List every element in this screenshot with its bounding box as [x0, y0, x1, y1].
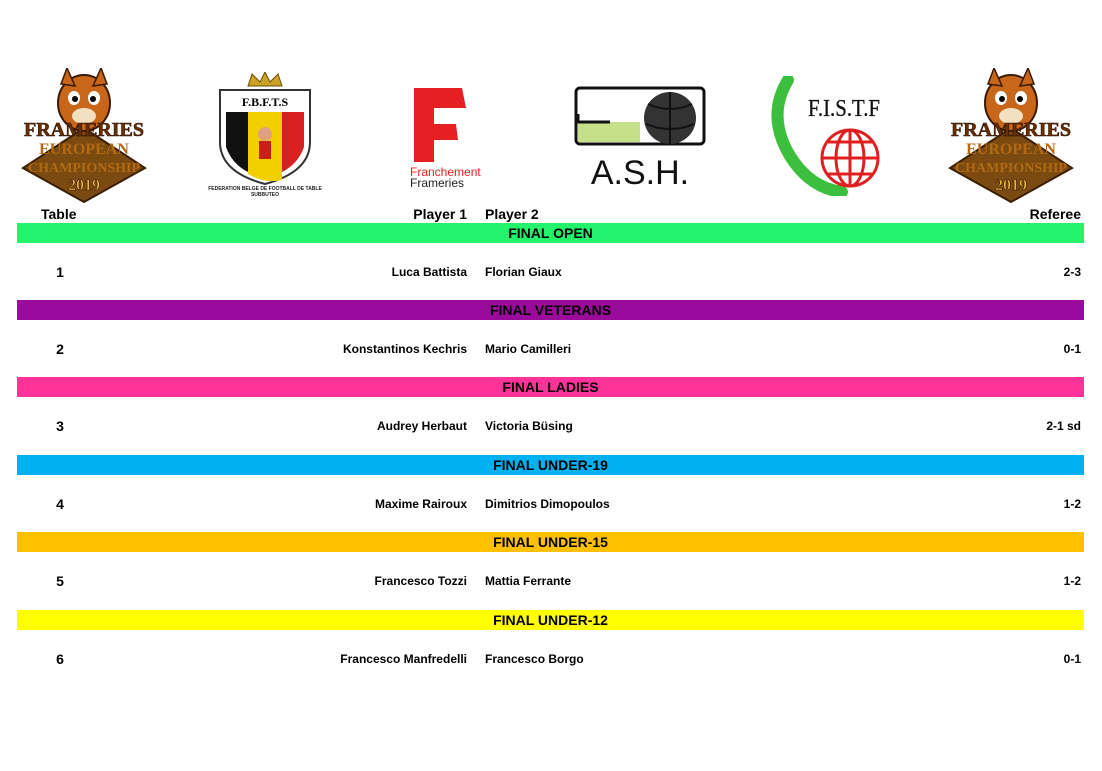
player2-name: Mattia Ferrante — [485, 574, 572, 588]
ash-logo — [570, 84, 710, 188]
ash-text: A.S.H. — [590, 154, 690, 188]
match-row — [0, 571, 1102, 591]
header-player1: Player 1 — [413, 206, 467, 222]
match-result: 2-3 — [1063, 265, 1081, 279]
crest-initials: F.B.F.T.S — [241, 95, 289, 109]
player1-name: Luca Battista — [391, 265, 467, 279]
crest-caption-2: SUBBUTEO — [250, 192, 280, 197]
player2-name: Mario Camilleri — [485, 342, 572, 356]
player2-name: Victoria Büsing — [485, 419, 573, 433]
player2-name: Florian Giaux — [485, 265, 562, 279]
table-number: 3 — [56, 418, 64, 434]
section-banner: FINAL LADIES — [17, 377, 1084, 397]
match-result: 1-2 — [1063, 497, 1081, 511]
table-number: 6 — [56, 651, 64, 667]
player1-name: Audrey Herbaut — [376, 419, 467, 433]
table-number: 1 — [56, 264, 64, 280]
player1-name: Maxime Rairoux — [374, 497, 467, 511]
header-table: Table — [41, 206, 77, 222]
player1-name: Francesco Tozzi — [374, 574, 467, 588]
crest-caption-1: FEDERATION BELGE DE FOOTBALL DE TABLE — [208, 186, 322, 192]
match-row — [0, 262, 1102, 282]
section-banner: FINAL VETERANS — [17, 300, 1084, 320]
logo-text-top: FRAMERIES — [23, 119, 145, 141]
match-row — [0, 494, 1102, 514]
logo-year: 2019 — [995, 177, 1027, 194]
section-banner: FINAL OPEN — [17, 223, 1084, 243]
frameries-championship-logo-right — [944, 68, 1079, 203]
logo-text-top: FRAMERIES — [950, 119, 1072, 141]
franchement-frameries-logo — [408, 86, 488, 188]
match-row — [0, 416, 1102, 436]
header-player2: Player 2 — [485, 206, 539, 222]
franchement-line1: Franchement — [410, 165, 481, 179]
section-banner: FINAL UNDER-12 — [17, 610, 1084, 630]
fistf-logo — [762, 76, 884, 196]
section-banner: FINAL UNDER-19 — [17, 455, 1084, 475]
table-number: 2 — [56, 341, 64, 357]
fistf-text: F.I.S.T.F — [808, 96, 880, 122]
match-result: 0-1 — [1063, 342, 1081, 356]
header-referee: Referee — [1029, 206, 1081, 222]
player2-name: Francesco Borgo — [485, 652, 584, 666]
logo-text-mid: EUROPEAN — [39, 141, 129, 158]
player2-name: Dimitrios Dimopoulos — [485, 497, 610, 511]
match-result: 2-1 sd — [1046, 419, 1081, 433]
frameries-championship-logo-left — [17, 68, 152, 203]
fbfts-crest-logo — [190, 72, 340, 197]
match-row — [0, 649, 1102, 669]
match-result: 0-1 — [1063, 652, 1081, 666]
player1-name: Konstantinos Kechris — [342, 342, 467, 356]
table-number: 4 — [56, 496, 64, 512]
match-row — [0, 339, 1102, 359]
logo-year: 2019 — [68, 177, 100, 194]
table-number: 5 — [56, 573, 64, 589]
player1-name: Francesco Manfredelli — [340, 652, 467, 666]
match-result: 1-2 — [1063, 574, 1081, 588]
franchement-line2: Frameries — [410, 176, 465, 188]
logo-text-mid: EUROPEAN — [966, 141, 1056, 158]
logo-text-bot: CHAMPIONSHIP — [955, 161, 1067, 176]
section-banner: FINAL UNDER-15 — [17, 532, 1084, 552]
logo-text-bot: CHAMPIONSHIP — [28, 161, 140, 176]
